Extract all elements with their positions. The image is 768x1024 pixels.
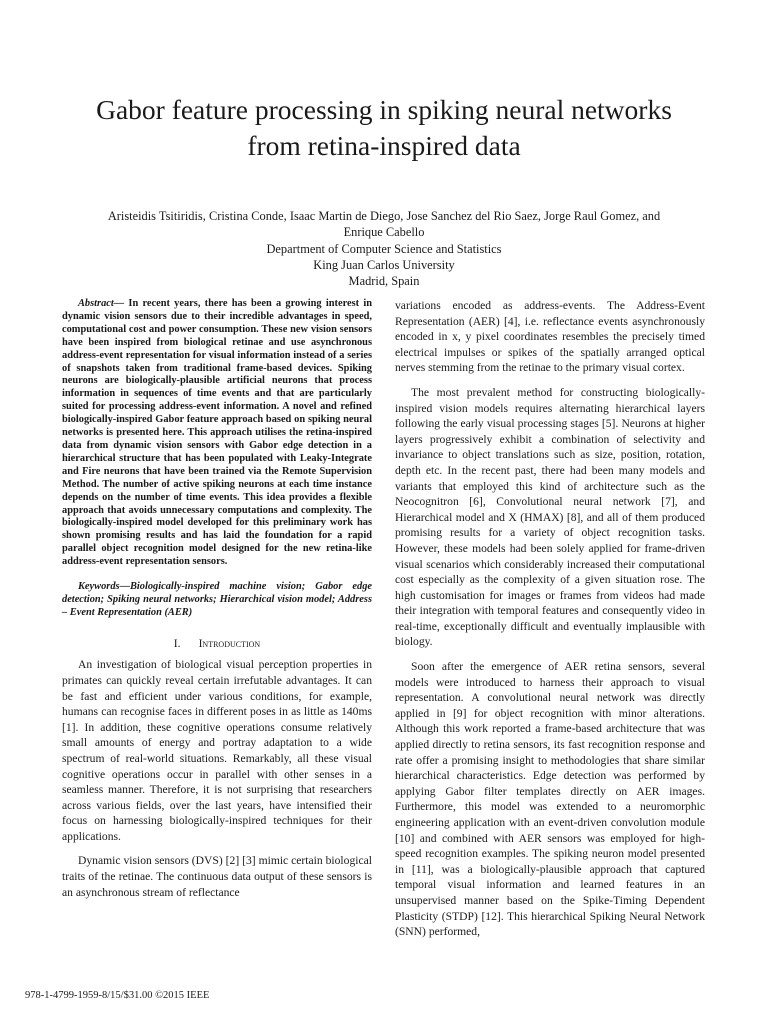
left-column xyxy=(62,298,372,909)
intro-paragraph-3: variations encoded as address-events. The Address-Event Representation (AER) [4], i.e. reflectance events asynchronously encoded in x, y pixel coordinates resembles the precisely timed electrical impulses or spikes of the spatially arranged optical nerves stemming from the retinae to the primary visual cortex. xyxy=(395,299,705,375)
copyright-footer: 978-1-4799-1959-8/15/$31.00 ©2015 IEEE xyxy=(25,990,210,1001)
right-column xyxy=(395,298,705,949)
affiliation xyxy=(60,241,708,289)
title-line-2: from retina-inspired data xyxy=(247,130,521,161)
authors-line-2: Enrique Cabello xyxy=(343,225,425,239)
affiliation-department: Department of Computer Science and Statistics xyxy=(266,242,502,256)
keywords: Keywords—Biologically-inspired machine vision; Gabor edge detection; Spiking neural networks; Hierarchical vision model; Address – Event Representation (AER) xyxy=(62,581,372,618)
affiliation-university: King Juan Carlos University xyxy=(313,258,455,272)
section-heading-introduction xyxy=(62,636,372,652)
affiliation-location: Madrid, Spain xyxy=(348,274,420,288)
section-number: I. xyxy=(173,636,181,650)
intro-paragraph-5: Soon after the emergence of AER retina sensors, several models were introduced to harness their approach to visual representation. A convolutional neural network was directly applied in [9] for object recognition with minor alterations. Although this work reported a frame-based architecture that was applied directly to retina sensors, its fast recognition response and rate offer a promising insight to methodologies that share similar hierarchical characteristics. Edge detection was performed by applying Gabor filter templates directly on AER images. Furthermore, this model was extended to a neuromorphic engineering application with an event-driven convolution module [10] and combined with AER sensors was employed for high-speed recognition examples. The spiking neuron model presented in [11], was a biologically-plausible approach that captured temporal visual information and learned features in an unsupervised manner based on the Spike-Timing Dependent Plasticity (STDP) [12]. This hierarchical Spiking Neural Network (SNN) performed, xyxy=(395,660,705,939)
author-list xyxy=(60,208,708,240)
abstract-lead: Abstract— xyxy=(78,298,125,309)
section-title: Introduction xyxy=(198,636,261,650)
abstract-text: In recent years, there has been a growing interest in dynamic vision sensors due to their incredible advantages in speed, computational cost and power consumption. These new vision sensors have been inspired from biological retinae and use asynchronous address-event representation for visual information instead of a series of snapshots taken from traditional frame-based devices. Spiking neurons are biologically-plausible artificial neurons that process information in sequences of time events and that are particularly suited for processing address-event information. A novel and refined biologically-inspired Gabor feature approach based on spiking neural networks is presented here. This approach utilises the retina-inspired data from dynamic vision sensors with Gabor edge detection in a hierarchical structure that has been populated with Leaky-Integrate and Fire neurons that have been trained via the Remote Supervision Method. The number of active spiking neurons at each time instance depends on the number of time events. This idea provides a flexible approach that avoids unnecessary computations and complexity. The biologically-inspired model developed for this preliminary work has shown promising results and has laid the foundation for a rapid parallel object recognition model designed for the new retina-like address-event representation sensors. xyxy=(62,298,372,568)
intro-paragraph-4: The most prevalent method for constructing biologically-inspired vision models requires alternating hierarchical layers following the early visual processing stages [5]. Neurons at higher layers progressively exhibit a combination of selectivity and invariance to object translations such as size, position, rotation, depth etc. In the recent past, there had been many models and variants that employed this kind of architecture such as the Neocognitron [6], Convolutional neural network [7], and Hierarchical model and X (HMAX) [8], and all of them produced promising results for a variety of object recognition tasks. However, these models had been solely applied for frame-driven visual scenarios which considerably increased their computational cost especially as the complexity of a given situation rose. The high customisation for images or frames from videos had made their integration with temporal features and consequently video in real-time, exceptionally difficult and eventually implausible with biology. xyxy=(395,385,705,649)
paper-title xyxy=(40,92,728,164)
abstract xyxy=(62,298,372,569)
title-line-1: Gabor feature processing in spiking neural networks xyxy=(96,94,672,125)
intro-paragraph-2: Dynamic vision sensors (DVS) [2] [3] mimic certain biological traits of the retinae. The continuous data output of these sensors is an asynchronous stream of reflectance xyxy=(62,854,372,899)
intro-paragraph-1: An investigation of biological visual perception properties in primates can quickly reveal certain irrefutable advantages. It can be fast and efficient under various conditions, for example, humans can recognise faces in different poses in as little as 140ms [1]. In addition, these cognitive operations consume relatively small amounts of energy and portray adaptation to a wide spectrum of real-world situations. Remarkably, all these visual cognitive operations occur in parallel with other senses in a seamless manner. Therefore, it is not surprising that researchers across various fields, over the last years, have intensified their focus on harnessing biologically-inspired techniques for their applications. xyxy=(62,658,372,843)
authors-line-1: Aristeidis Tsitiridis, Cristina Conde, Isaac Martin de Diego, Jose Sanchez del Rio Saez, Jorge Raul Gomez, and xyxy=(107,209,661,223)
